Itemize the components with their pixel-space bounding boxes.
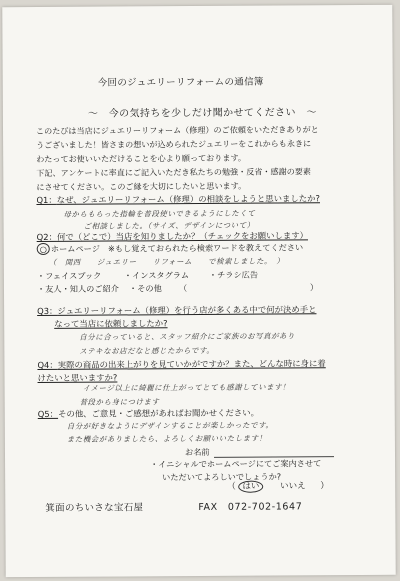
name-label: お名前 (184, 446, 210, 458)
intro-line: にさせてください。このご縁を大切にしたいと思います。 (36, 180, 247, 192)
yes-no-open-paren: （ (227, 481, 236, 492)
question-3-text-1: ジュエリーリフォーム（修理）を行う店が多くある中で何が決め手と (57, 304, 317, 316)
answer-4-line-1: イメージ以上に綺麗に仕上がってとても感謝しています！ (82, 382, 291, 393)
question-4-text-1: 実際の商品の出来上がりを見ていかがですか？また、どんな時に身に着 (57, 358, 326, 370)
no-option[interactable]: いいえ (280, 481, 306, 492)
question-4-line-1 (37, 357, 325, 371)
initial-note-line-1: ・イニシャルでホームページにてご案内させて (150, 458, 322, 470)
answer-5-line-1: 自分が好きなようにデザインすることが楽しかったです。 (66, 420, 274, 431)
question-2-text: 何で（どこで）当店を知りましたか？（チェックをお願いします） (56, 230, 308, 242)
answer-1-line-1: 母からもらった指輪を普段使いできるようにしたくて (63, 208, 256, 219)
shop-name: 箕面のちいさな宝石屋 (45, 502, 144, 514)
option-other[interactable]: ・その他 (128, 283, 162, 294)
question-3-line-2 (54, 317, 167, 330)
question-1 (36, 192, 320, 206)
answer-3-line-1: 自分に合っていると、スタッフ紹介にご家族のお写真があり (79, 331, 296, 342)
intro-line: わたってお使いいただけることを心より願っております。 (36, 152, 247, 164)
option-instagram[interactable]: ・インスタグラム (123, 270, 190, 281)
intro-line: うございました！皆さまの想いが込められたジュエリーをこれからも永きに (36, 138, 312, 150)
question-5 (38, 407, 259, 420)
answer-1-line-2: ご相談しました。（サイズ、デザインについて） (83, 220, 255, 231)
question-4-label: Q4： (37, 359, 58, 370)
question-1-text: なぜ、ジュエリーリフォーム（修理）の相談をしようと思いましたか? (56, 193, 320, 205)
question-4-text-2: けたいと思いますか? (37, 372, 118, 383)
intro-paragraph (36, 122, 381, 194)
question-2-label: Q2： (36, 231, 57, 242)
document-subtitle: ～ 今の気持ちを少しだけ聞かせてください ～ (87, 107, 317, 120)
yes-option[interactable]: はい (238, 481, 263, 493)
option-referral[interactable]: ・友人・知人のご紹介 (36, 283, 119, 294)
intro-line: 下記、アンケートに率直にご記入いただき私たちの勉強・反省・感謝の要素 (36, 166, 312, 178)
yes-no-close-paren: ） (320, 481, 329, 492)
intro-line: このたびは当店にジュエリーリフォーム（修理）のご依頼をいただきありがと (35, 124, 319, 136)
option-flyer[interactable]: ・チラシ広告 (208, 269, 259, 280)
question-5-text: その他、ご意見・ご感想があればお聞かせください。 (58, 407, 260, 419)
option-facebook[interactable]: ・フェイスブック (36, 270, 102, 281)
question-3-label: Q3： (37, 305, 58, 316)
fax-number: FAX 072-702-1647 (198, 501, 303, 514)
answer-4-line-2: 普段から身につけます (79, 397, 160, 407)
name-field[interactable] (185, 446, 334, 458)
answer-3-line-2: ステキなお店だなと感じたからです。 (79, 345, 215, 356)
initial-note-line-2: いただいてよろしいでしょうか? (162, 471, 282, 483)
question-5-label: Q5： (37, 408, 59, 419)
homepage-search-answer: （ 関西 ジュエリー リフォーム で検索しました。 ） (48, 256, 285, 267)
survey-sheet (2, 5, 395, 577)
question-3-text-2: なって当店に依頼しましたか? (54, 318, 168, 329)
answer-5-line-2: また機会がありましたら、よろしくお願いいたします！ (66, 433, 267, 444)
question-1-label: Q1： (36, 194, 57, 205)
question-3-line-1 (37, 303, 316, 317)
option-other-field[interactable]: （ ） (178, 282, 319, 294)
option-homepage-label: ホームページ ※もし覚えておられたら検索ワードを教えてください (50, 242, 304, 254)
checkmark-circle-icon: ○ (37, 243, 50, 255)
document-title: 今回のジュエリーリフォームの通信簿 (97, 76, 264, 89)
yes-no-choice (227, 479, 329, 492)
option-homepage[interactable] (37, 241, 304, 255)
